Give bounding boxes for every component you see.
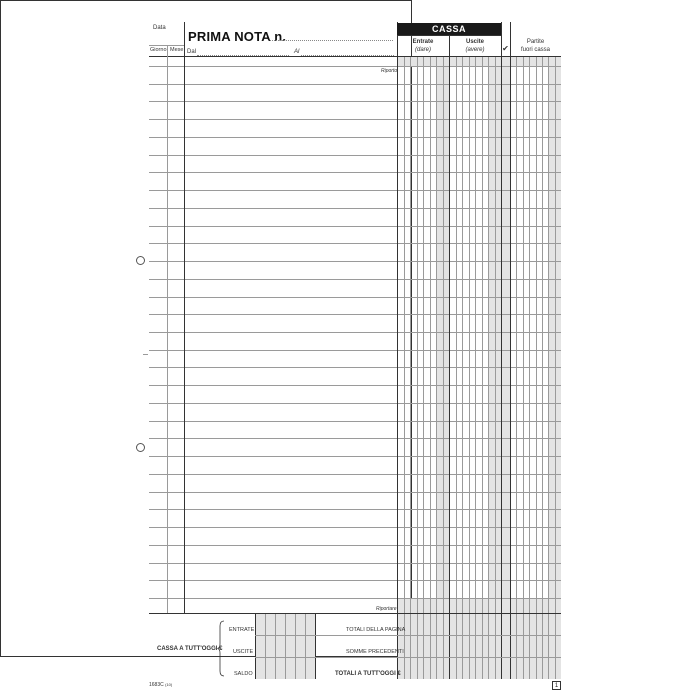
totali-tuttoggi-label: TOTALI A TUTT'OGGI €	[335, 671, 401, 677]
digit-column-line	[417, 56, 418, 679]
riportare-label: Riportare	[376, 606, 397, 612]
digit-column-line	[456, 56, 457, 679]
ledger-row-line	[149, 545, 561, 546]
ledger-row-line	[149, 563, 561, 564]
footer-digit-column-line	[275, 613, 276, 679]
digit-column-line	[495, 56, 496, 679]
digit-column-line	[555, 56, 556, 679]
dal-label: Dal	[187, 49, 197, 55]
ledger-row-line	[149, 456, 561, 457]
punch-hole-bottom	[136, 443, 145, 452]
digit-column-line	[410, 56, 411, 679]
ledger-row-line	[149, 598, 561, 599]
entrate-label: Entrate	[412, 39, 434, 45]
footer-digit-column-line	[285, 613, 286, 679]
center-fold-mark	[143, 354, 148, 355]
digit-column-line	[482, 56, 483, 679]
digit-column-line	[516, 56, 517, 679]
totali-pagina-label: TOTALI DELLA PAGINA	[346, 627, 406, 633]
ledger-row-line	[149, 438, 561, 439]
footer-entrate-label: ENTRATE	[229, 627, 255, 633]
ledger-row-line	[149, 350, 561, 351]
form-code-number: 1683C	[149, 682, 164, 688]
form-code	[149, 683, 172, 688]
digit-column-line	[462, 56, 463, 679]
page-number: 1	[552, 681, 561, 690]
ledger-row-line	[149, 279, 561, 280]
footer-digit-column-line	[295, 613, 296, 679]
digit-column-line	[488, 56, 489, 679]
ledger-row-line	[149, 527, 561, 528]
ledger-row-line	[149, 421, 561, 422]
ledger-row-line	[149, 367, 561, 368]
somme-precedenti-label: SOMME PRECEDENTI	[346, 649, 404, 655]
al-field	[301, 55, 394, 56]
footer-uscite-label: USCITE	[233, 649, 254, 655]
footer-row-1	[255, 635, 561, 636]
ledger-row-line	[149, 314, 561, 315]
digit-column-line	[548, 56, 549, 679]
uscite-label: Uscite	[465, 39, 484, 45]
digit-column-line	[430, 56, 431, 679]
digit-column-line	[423, 56, 424, 679]
cassa-label: CASSA	[431, 24, 466, 34]
footer-row-2	[255, 657, 561, 658]
digit-column-line	[475, 56, 476, 679]
ledger-row-line	[149, 226, 561, 227]
title-number-field	[268, 40, 393, 41]
digit-column-line	[443, 56, 444, 679]
digit-column-line	[523, 56, 524, 679]
ledger-row-line	[149, 297, 561, 298]
footer-mid-divider	[315, 613, 316, 679]
header-bottom-line	[149, 56, 561, 57]
digit-column-line	[404, 56, 405, 679]
ledger-row-line	[149, 137, 561, 138]
dal-field	[197, 55, 289, 56]
description-right-line	[397, 22, 398, 679]
ledger-row-line	[149, 155, 561, 156]
ledger-row-line	[149, 474, 561, 475]
footer-left-divider	[255, 613, 256, 679]
ledger-row-line	[149, 208, 561, 209]
ledger-row-line	[149, 403, 561, 404]
uscite-check-divider	[501, 22, 502, 679]
digit-column-line	[529, 56, 530, 679]
ledger-row-line	[149, 101, 561, 102]
giorno-label: Giorno	[150, 47, 167, 53]
mese-label: Mese	[170, 47, 184, 53]
ledger-row-line	[149, 580, 561, 581]
ledger-row-line	[149, 492, 561, 493]
form-code-suffix: (10)	[165, 682, 173, 687]
footer-digit-column-line	[265, 613, 266, 679]
data-divider	[184, 22, 185, 613]
digit-column-line	[436, 56, 437, 679]
ledger-row-line	[149, 243, 561, 244]
al-label: Al	[294, 49, 300, 55]
ledger-row-line	[149, 332, 561, 333]
riporto-label: Riporto	[381, 68, 398, 74]
ledger-row-line	[149, 385, 561, 386]
footer-saldo-label: SALDO	[234, 671, 253, 677]
entrate-sub-label: (dare)	[414, 47, 431, 53]
partite-label-2: fuori cassa	[520, 47, 550, 53]
check-shade	[501, 56, 510, 613]
uscite-sub-label: (avere)	[465, 47, 485, 53]
punch-hole-top	[136, 256, 145, 265]
ledger-row-line	[149, 119, 561, 120]
digit-column-line	[469, 56, 470, 679]
footer-top-line	[149, 613, 561, 614]
digit-column-line	[536, 56, 537, 679]
check-icon: ✔	[502, 44, 509, 53]
ledger-row-line	[149, 172, 561, 173]
ledger-row-line	[149, 261, 561, 262]
ledger-row-line	[149, 84, 561, 85]
check-partite-divider	[510, 22, 511, 679]
ledger-row-line	[149, 190, 561, 191]
page-title: PRIMA NOTA n.	[188, 29, 287, 44]
partite-label-1: Partite	[526, 39, 545, 45]
ledger-row-line	[149, 509, 561, 510]
footer-brace-icon	[217, 620, 225, 677]
digit-column-line	[542, 56, 543, 679]
entrate-uscite-divider	[449, 35, 450, 679]
ledger-row-line	[149, 66, 561, 67]
footer-digit-column-line	[305, 613, 306, 679]
giorno-mese-divider	[167, 45, 168, 613]
cassa-tuttoggi-label: CASSA A TUTT'OGGI €	[157, 646, 223, 652]
data-label: Data	[153, 25, 166, 31]
